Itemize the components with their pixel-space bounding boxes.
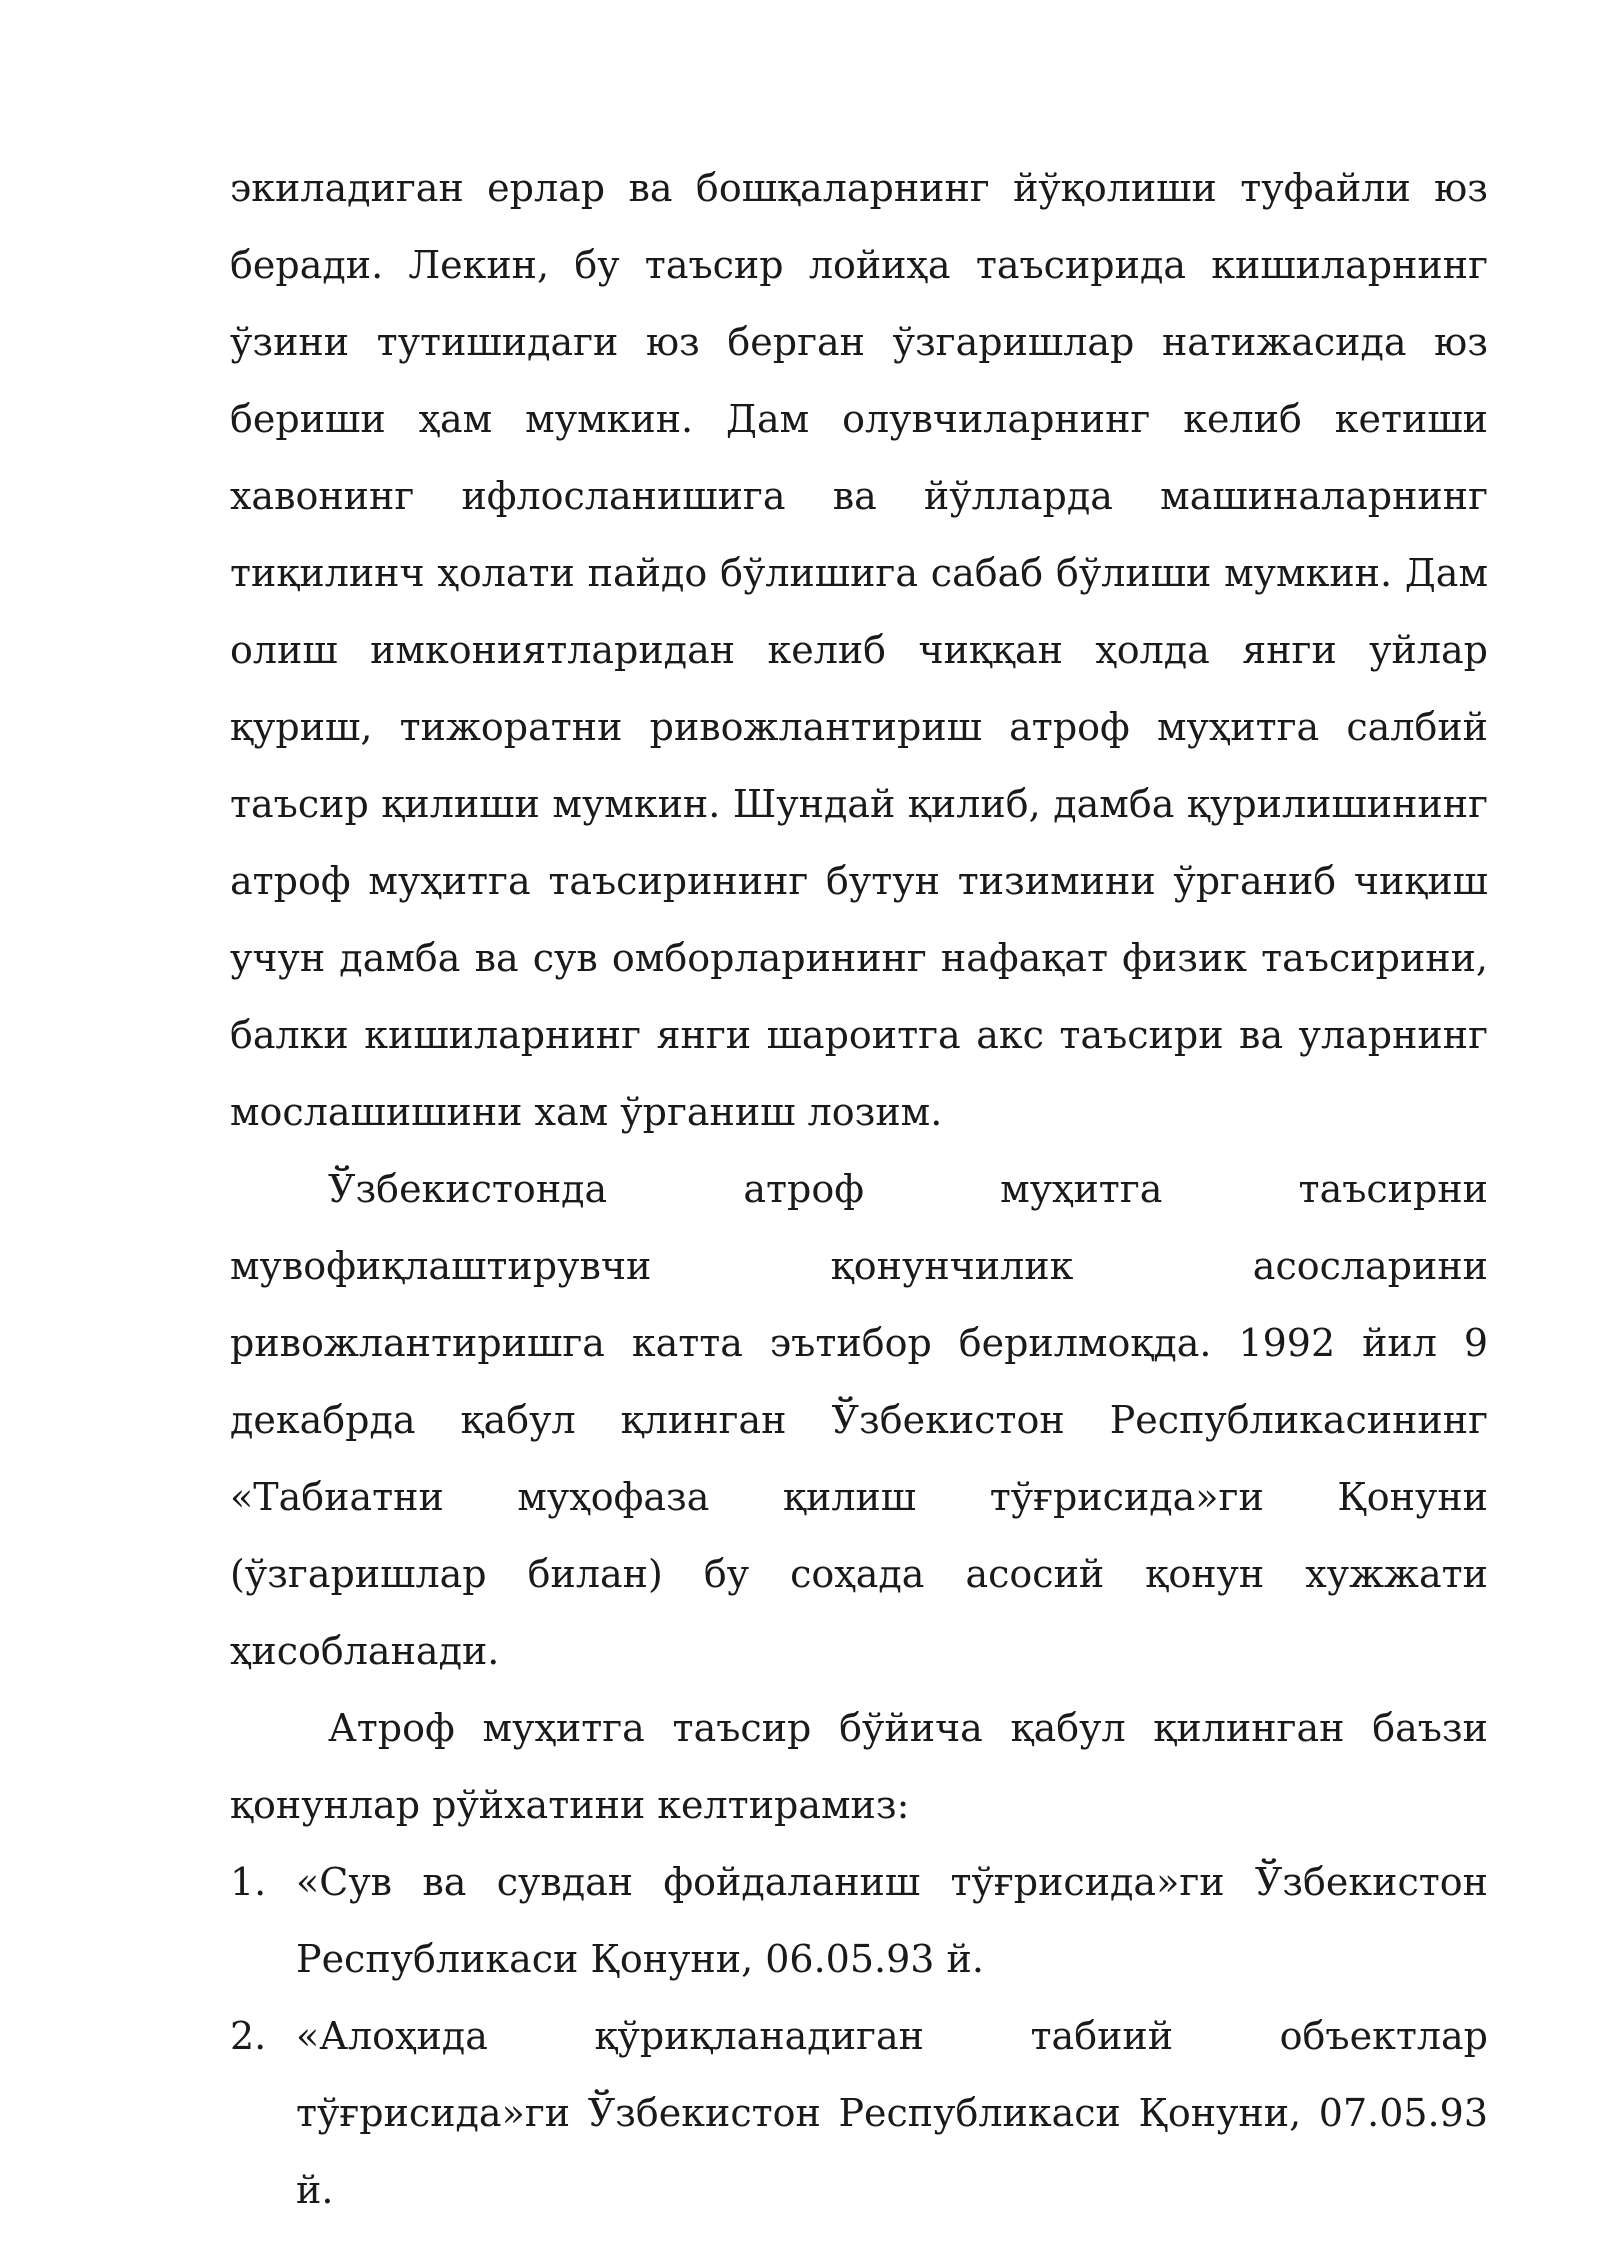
list-item-number: 1. — [230, 1860, 267, 1904]
list-item-text: «Сув ва сувдан фойдаланиш тўғрисида»ги Ўзбекистон Республикаси Қонуни, 06.05.93 й. — [296, 1860, 1488, 1981]
law-list — [230, 1844, 1488, 2229]
list-item — [230, 1998, 1488, 2229]
list-item-text: «Алоҳида қўриқланадиган табиий объектлар тўғрисида»ги Ўзбекистон Республикаси Қонуни, 07.05.93 й. — [296, 2014, 1488, 2212]
paragraph-list-intro: Атроф муҳитга таъсир бўйича қабул қилинган баъзи қонунлар рўйхатини келтирамиз: — [230, 1706, 1488, 1827]
paragraph-legislation: Ўзбекистонда атроф муҳитга таъсирни мувофиқлаштирувчи қонунчилик асосларини ривожлантиришга катта эътибор берилмоқда. 1992 йил 9 декабрда қабул қлинган Ўзбекистон Республикасининг «Табиатни муҳофаза қилиш тўғрисида»ги Қонуни (ўзгаришлар билан) бу соҳада асосий қонун хужжати ҳисобланади. — [230, 1167, 1488, 1673]
list-item — [230, 1844, 1488, 1998]
document-body — [230, 150, 1488, 2229]
list-item-number: 2. — [230, 2014, 267, 2058]
paragraph-continuation: экиладиган ерлар ва бошқаларнинг йўқолиши туфайли юз беради. Лекин, бу таъсир лойиҳа таъсирида кишиларнинг ўзини тутишидаги юз берган ўзгаришлар натижасида юз бериши ҳам мумкин. Дам олувчиларнинг келиб кетиши хавонинг ифлосланишига ва йўлларда машиналарнинг тиқилинч ҳолати пайдо бўлишига сабаб бўлиши мумкин. Дам олиш имкониятларидан келиб чиққан ҳолда янги уйлар қуриш, тижоратни ривожлантириш атроф муҳитга салбий таъсир қилиши мумкин. Шундай қилиб, дамба қурилишининг атроф муҳитга таъсирининг бутун тизимини ўрганиб чиқиш учун дамба ва сув омборларининг нафақат физик таъсирини, балки кишиларнинг янги шароитга акс таъсири ва уларнинг мослашишини хам ўрганиш лозим. — [230, 166, 1488, 1134]
